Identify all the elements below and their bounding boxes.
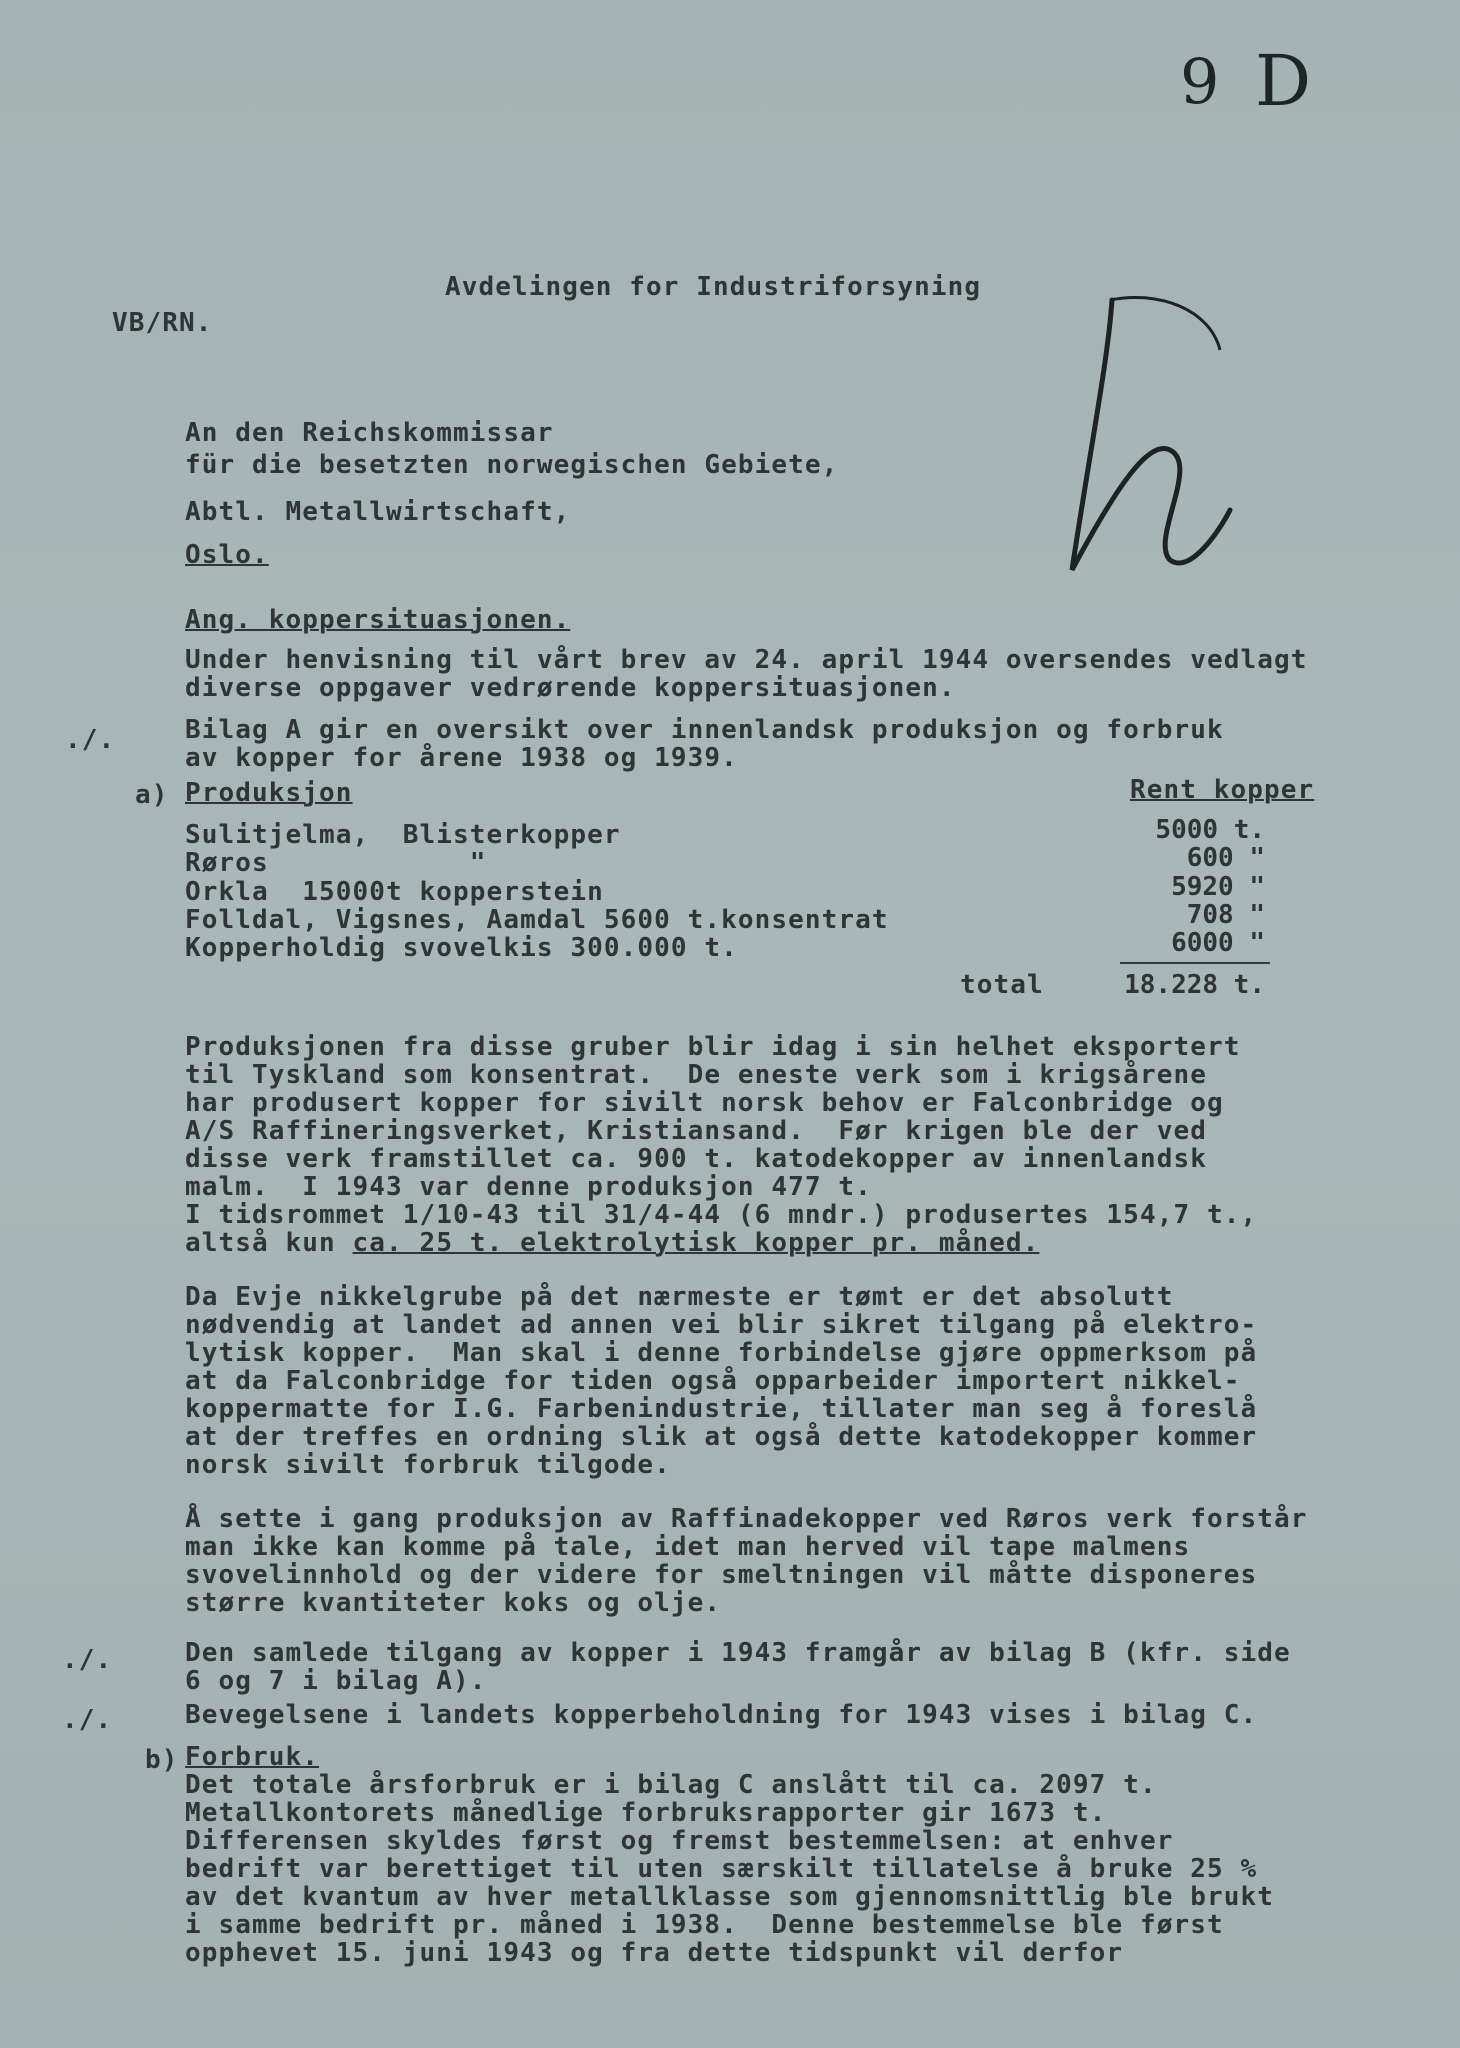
paragraph-line: av kopper for årene 1938 og 1939.: [185, 743, 738, 773]
paragraph-line: koppermatte for I.G. Farbenindustrie, tillater man seg å foreslå: [185, 1394, 1258, 1424]
paragraph-line: norsk sivilt forbruk tilgode.: [185, 1450, 671, 1480]
production-item: Kopperholdig svovelkis 300.000 t.: [185, 933, 738, 963]
paragraph-line: at da Falconbridge for tiden også opparbeider importert nikkel-: [185, 1366, 1241, 1396]
paragraph-line: i samme bedrift pr. måned i 1938. Denne bestemmelse ble først: [185, 1910, 1224, 1940]
section-label: a): [135, 780, 169, 810]
address-city: Oslo.: [185, 540, 269, 570]
section-title: Forbruk.: [185, 1742, 320, 1772]
underlined-emphasis: ca. 25 t. elektrolytisk kopper pr. måned.: [352, 1228, 1040, 1258]
section-label: b): [145, 1745, 179, 1775]
address-line: Abtl. Metallwirtschaft,: [185, 497, 571, 527]
production-value: 600 ": [1186, 843, 1265, 873]
production-value: 708 ": [1186, 900, 1265, 930]
paragraph-line: svovelinnhold og der videre for smeltningen vil måtte disponeres: [185, 1560, 1258, 1590]
paragraph-line: diverse oppgaver vedrørende koppersituasjonen.: [185, 673, 956, 703]
paragraph-line: Differensen skyldes først og fremst bestemmelsen: at enhver: [185, 1826, 1174, 1856]
production-item: Røros ": [185, 848, 487, 878]
total-rule: [1120, 962, 1270, 964]
paragraph-line: Bevegelsene i landets kopperbeholdning for 1943 vises i bilag C.: [185, 1700, 1258, 1730]
paragraph-line: større kvantiteter koks og olje.: [185, 1588, 722, 1618]
reference-code: VB/RN.: [112, 308, 213, 338]
paragraph-line: A/S Raffineringsverket, Kristiansand. Før krigen ble der ved: [185, 1116, 1207, 1146]
paragraph-line: har produsert kopper for sivilt norsk behov er Falconbridge og: [185, 1088, 1224, 1118]
paragraph-line: opphevet 15. juni 1943 og fra dette tidspunkt vil derfor: [185, 1938, 1124, 1968]
paragraph-line: Metallkontorets månedlige forbruksrapporter gir 1673 t.: [185, 1798, 1107, 1828]
paragraph-line: malm. I 1943 var denne produksjon 477 t.: [185, 1172, 872, 1202]
production-value: 5000 t.: [1155, 815, 1265, 845]
paragraph-line: I tidsrommet 1/10-43 til 31/4-44 (6 mndr.) produsertes 154,7 t.,: [185, 1200, 1258, 1230]
handwritten-initial-mark: [1060, 290, 1240, 590]
section-title: Produksjon: [185, 778, 353, 808]
address-line: An den Reichskommissar: [185, 418, 554, 448]
paragraph-line: av det kvantum av hver metallklasse som gjennomsnittlig ble brukt: [185, 1882, 1274, 1912]
paragraph-line: Det totale årsforbruk er i bilag C anslått til ca. 2097 t.: [185, 1770, 1157, 1800]
handwritten-page-number: 9: [1180, 45, 1220, 118]
paragraph-line: disse verk framstillet ca. 900 t. katodekopper av innenlandsk: [185, 1144, 1207, 1174]
total-value: 18.228 t.: [1124, 970, 1265, 1000]
margin-marker: ./.: [62, 1705, 113, 1735]
production-item: Folldal, Vigsnes, Aamdal 5600 t.konsentrat: [185, 905, 889, 935]
column-header: Rent kopper: [1130, 775, 1315, 805]
paragraph-line: nødvendig at landet ad annen vei blir sikret tilgang på elektro-: [185, 1310, 1258, 1340]
department-heading: Avdelingen for Industriforsyning: [445, 272, 982, 302]
paragraph-line: Produksjonen fra disse gruber blir idag i sin helhet eksportert: [185, 1032, 1241, 1062]
paragraph-line: at der treffes en ordning slik at også dette katodekopper kommer: [185, 1422, 1258, 1452]
margin-marker: ./.: [62, 1645, 113, 1675]
production-item: Sulitjelma, Blisterkopper: [185, 820, 621, 850]
paragraph-line: [185, 1228, 1039, 1258]
production-value: 6000 ": [1171, 928, 1265, 958]
paragraph-line: Å sette i gang produksjon av Raffinadekopper ved Røros verk forstår: [185, 1504, 1308, 1534]
paragraph-line: Da Evje nikkelgrube på det nærmeste er tømt er det absolutt: [185, 1282, 1174, 1312]
paragraph-line: lytisk kopper. Man skal i denne forbindelse gjøre oppmerksom på: [185, 1338, 1258, 1368]
handwritten-letter: D: [1255, 40, 1312, 122]
total-label: total: [960, 970, 1044, 1000]
paragraph-line: til Tyskland som konsentrat. De eneste verk som i krigsårene: [185, 1060, 1207, 1090]
production-value: 5920 ": [1171, 872, 1265, 902]
paragraph-line: Under henvisning til vårt brev av 24. april 1944 oversendes vedlagt: [185, 645, 1308, 675]
margin-marker: ./.: [65, 725, 116, 755]
subject-line: Ang. koppersituasjonen.: [185, 605, 571, 635]
paragraph-line: 6 og 7 i bilag A).: [185, 1666, 487, 1696]
paragraph-line: Den samlede tilgang av kopper i 1943 framgår av bilag B (kfr. side: [185, 1638, 1291, 1668]
production-item: Orkla 15000t kopperstein: [185, 877, 604, 907]
paragraph-line: Bilag A gir en oversikt over innenlandsk produksjon og forbruk: [185, 715, 1224, 745]
address-line: für die besetzten norwegischen Gebiete,: [185, 450, 839, 480]
paragraph-line: man ikke kan komme på tale, idet man herved vil tape malmens: [185, 1532, 1191, 1562]
paragraph-line: bedrift var berettiget til uten særskilt tillatelse å bruke 25 %: [185, 1854, 1258, 1884]
paragraph-text: altså kun: [185, 1228, 353, 1258]
